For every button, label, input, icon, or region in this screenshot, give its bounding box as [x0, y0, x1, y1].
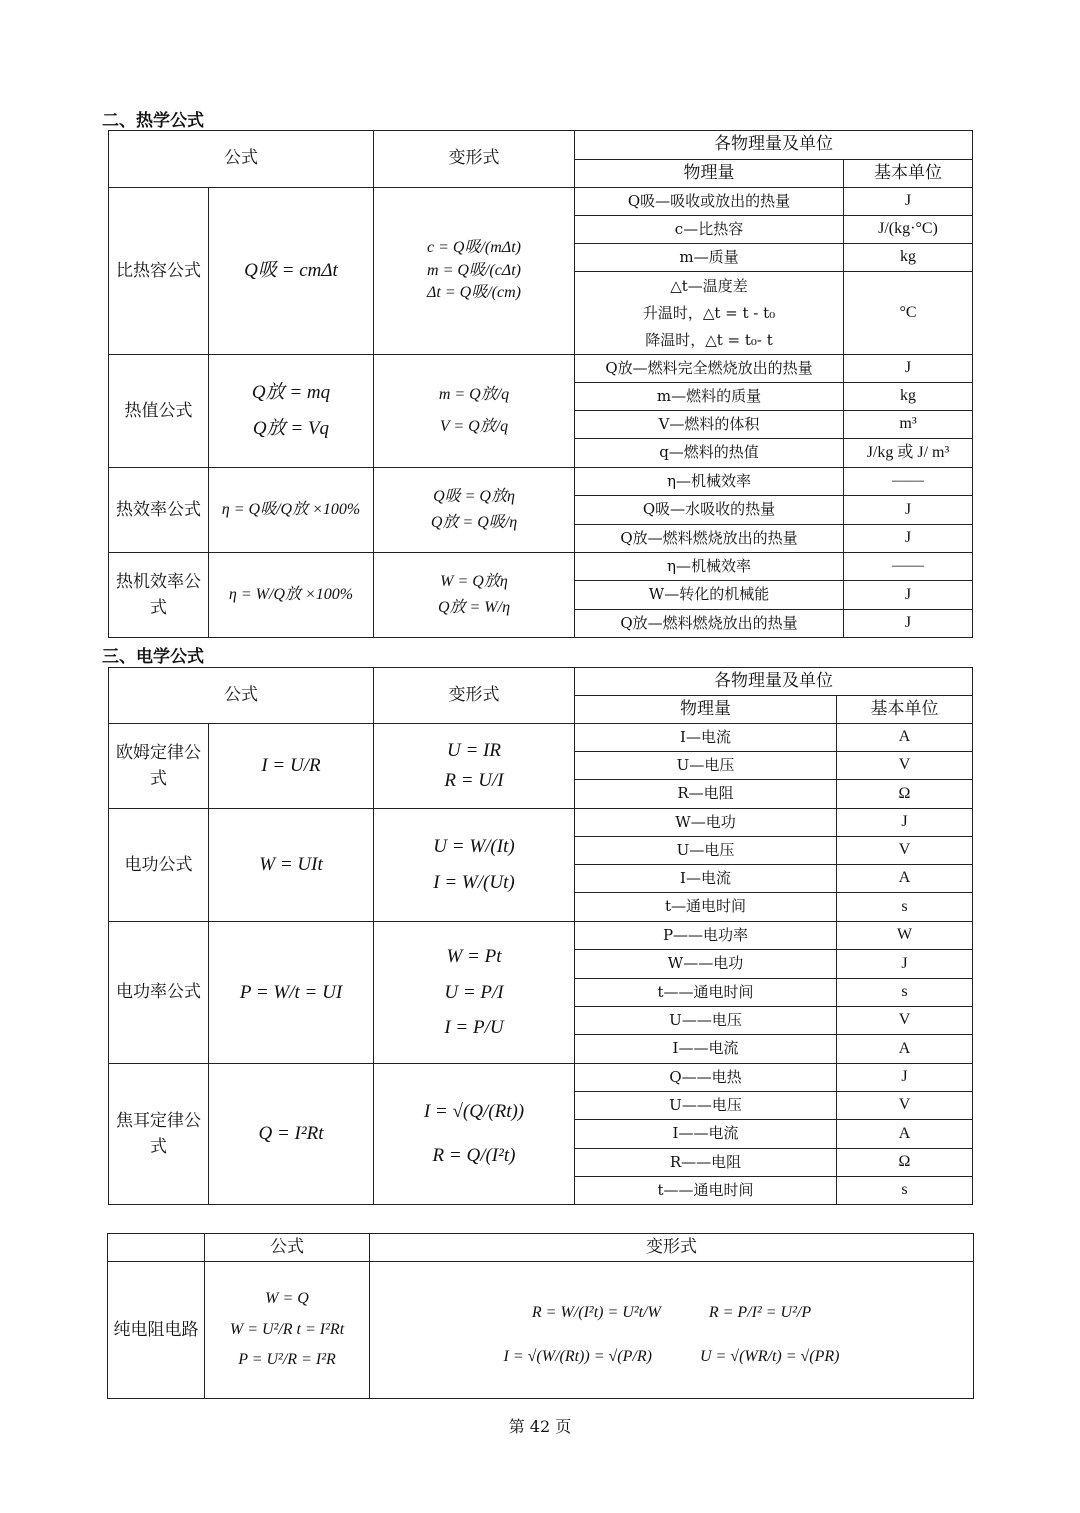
variant: I = √(Q/(Rt)): [423, 1101, 525, 1123]
unit-cell: kg: [844, 244, 973, 272]
quantity-cell: Q放—燃料燃烧放出的热量: [575, 525, 844, 553]
variant: R = P/I² = U²/P: [708, 1303, 812, 1321]
quantity-line: 升温时，△t = t - t₀: [642, 303, 776, 322]
formula: Q = I²Rt: [209, 1064, 374, 1205]
unit-cell: kg: [844, 383, 973, 411]
unit-cell: J: [844, 188, 973, 216]
variant: I = P/U: [444, 1017, 504, 1039]
variant: W = Q放η: [440, 572, 508, 590]
variant: Q放 = Q吸/η: [430, 514, 518, 531]
formula: Q放 = Vq: [252, 418, 330, 439]
section-heading-heat: 二、热学公式: [102, 111, 204, 131]
formula: W = Q: [265, 1290, 309, 1308]
quantity-cell: m—质量: [575, 244, 844, 272]
header-unit: 基本单位: [844, 160, 973, 188]
header-formula: 公式: [109, 668, 374, 724]
group-name: 电功公式: [109, 809, 209, 922]
group-name: 热值公式: [109, 355, 209, 468]
quantity-cell: t——通电时间: [575, 1177, 837, 1205]
formula: W = UIt: [209, 809, 374, 922]
variant-formulas: [374, 724, 575, 809]
quantity-cell: I—电流: [575, 865, 837, 893]
quantity-cell: R——电阻: [575, 1149, 837, 1177]
unit-cell: J: [844, 496, 973, 525]
unit-cell: J: [844, 355, 973, 383]
quantity-cell: η—机械效率: [575, 553, 844, 581]
variant-formulas: [374, 553, 575, 638]
variant: I = W/(Ut): [433, 872, 515, 893]
variant-formulas: [374, 188, 575, 355]
header-quantities: 各物理量及单位: [575, 131, 973, 160]
section-heading-electric: 三、电学公式: [102, 647, 204, 667]
formula-list: [205, 1262, 370, 1399]
unit-cell: A: [837, 865, 973, 893]
unit-cell: J: [844, 581, 973, 610]
quantity-cell: V—燃料的体积: [575, 411, 844, 439]
variant: Δt = Q吸/(cm): [427, 284, 521, 302]
variant: R = W/(I²t) = U²t/W: [531, 1303, 661, 1321]
pure-resistance-table: [107, 1233, 974, 1399]
header-variant: 变形式: [374, 668, 575, 724]
unit-cell: J: [844, 610, 973, 638]
quantity-cell: U—电压: [575, 837, 837, 865]
quantity-cell: I—电流: [575, 724, 837, 752]
unit-cell: m³: [844, 411, 973, 439]
unit-cell: s: [837, 893, 973, 922]
quantity-cell: U——电压: [575, 1007, 837, 1035]
unit-cell: ——: [844, 468, 973, 496]
unit-cell: J/(kg·°C): [844, 216, 973, 244]
quantity-cell: R—电阻: [575, 780, 837, 809]
group-name: 欧姆定律公式: [109, 724, 209, 809]
unit-cell: A: [837, 1035, 973, 1064]
variant: I = √(W/(Rt)) = √(P/R): [503, 1348, 652, 1365]
group-name: 热机效率公式: [109, 553, 209, 638]
quantity-cell: t——通电时间: [575, 979, 837, 1007]
formula: W = U²/R t = I²Rt: [229, 1320, 345, 1338]
header-formula: 公式: [205, 1234, 370, 1262]
quantity-line: 降温时，△t = t₀- t: [645, 330, 773, 349]
formula: P = U²/R = I²R: [238, 1351, 336, 1369]
heat-formula-table: [108, 130, 973, 638]
header-blank: [108, 1234, 205, 1262]
header-variant: 变形式: [374, 131, 575, 188]
header-formula: 公式: [109, 131, 374, 188]
unit-cell: V: [837, 837, 973, 865]
quantity-cell: W——电功: [575, 950, 837, 979]
formula: η = Q吸/Q放 ×100%: [209, 468, 374, 553]
unit-cell: s: [837, 1177, 973, 1205]
unit-cell: W: [837, 922, 973, 950]
header-quantity: 物理量: [575, 160, 844, 188]
variant: R = Q/(I²t): [432, 1145, 516, 1166]
unit-cell: A: [837, 724, 973, 752]
quantity-cell-multi: [575, 272, 844, 355]
variant: R = U/I: [444, 770, 504, 791]
variant-formulas: [370, 1262, 974, 1399]
quantity-cell: P——电功率: [575, 922, 837, 950]
variant: U = P/I: [444, 981, 504, 1003]
unit-cell: J: [844, 525, 973, 553]
header-variant: 变形式: [370, 1234, 974, 1262]
formula-list: [209, 355, 374, 468]
variant: V = Q放/q: [439, 418, 509, 435]
unit-cell: J: [837, 950, 973, 979]
quantity-cell: m—燃料的质量: [575, 383, 844, 411]
header-quantities: 各物理量及单位: [575, 668, 973, 696]
variant: W = Pt: [446, 945, 502, 967]
quantity-cell: Q放—燃料完全燃烧放出的热量: [575, 355, 844, 383]
variant-formulas: [374, 922, 575, 1064]
electric-formula-table: [108, 667, 973, 1205]
quantity-cell: I——电流: [575, 1035, 837, 1064]
quantity-cell: U—电压: [575, 752, 837, 780]
group-name: 电功率公式: [109, 922, 209, 1064]
quantity-cell: q—燃料的热值: [575, 439, 844, 468]
unit-cell: Ω: [837, 780, 973, 809]
unit-cell: ——: [844, 553, 973, 581]
group-name: 热效率公式: [109, 468, 209, 553]
group-name: 纯电阻电路: [108, 1262, 205, 1399]
quantity-cell: Q——电热: [575, 1064, 837, 1092]
unit-cell: A: [837, 1120, 973, 1149]
unit-cell: °C: [844, 272, 973, 355]
unit-cell: s: [837, 979, 973, 1007]
variant: Q放 = W/η: [437, 599, 511, 616]
unit-cell: J/kg 或 J/ m³: [844, 439, 973, 468]
variant: m = Q放/q: [438, 385, 510, 403]
quantity-cell: I——电流: [575, 1120, 837, 1149]
quantity-cell: Q吸—水吸收的热量: [575, 496, 844, 525]
header-quantity: 物理量: [575, 696, 837, 724]
variant-formulas: [374, 1064, 575, 1205]
variant: c = Q吸/(mΔt): [427, 239, 521, 257]
page-number: 第 42 页: [508, 1417, 572, 1436]
quantity-cell: c—比热容: [575, 216, 844, 244]
variant: Q吸 = Q放η: [433, 487, 515, 505]
quantity-cell: U——电压: [575, 1092, 837, 1120]
quantity-cell: Q吸—吸收或放出的热量: [575, 188, 844, 216]
unit-cell: J: [837, 1064, 973, 1092]
variant: U = √(WR/t) = √(PR): [699, 1348, 840, 1365]
variant: U = IR: [447, 740, 501, 762]
formula: η = W/Q放 ×100%: [209, 553, 374, 638]
formula: P = W/t = UI: [209, 922, 374, 1064]
quantity-cell: η—机械效率: [575, 468, 844, 496]
variant-formulas: [374, 355, 575, 468]
variant: m = Q吸/(cΔt): [427, 261, 521, 279]
quantity-cell: Q放—燃料燃烧放出的热量: [575, 610, 844, 638]
quantity-line: △t—温度差: [670, 276, 748, 295]
unit-cell: V: [837, 1092, 973, 1120]
formula: Q放 = mq: [251, 382, 331, 404]
formula: I = U/R: [209, 724, 374, 809]
quantity-cell: t—通电时间: [575, 893, 837, 922]
variant-formulas: [374, 809, 575, 922]
variant: U = W/(It): [433, 836, 515, 858]
variant-formulas: [374, 468, 575, 553]
formula: Q吸 = cmΔt: [209, 188, 374, 355]
unit-cell: V: [837, 1007, 973, 1035]
unit-cell: J: [837, 809, 973, 837]
unit-cell: V: [837, 752, 973, 780]
group-name: 比热容公式: [109, 188, 209, 355]
quantity-cell: W—转化的机械能: [575, 581, 844, 610]
header-unit: 基本单位: [837, 696, 973, 724]
quantity-cell: W—电功: [575, 809, 837, 837]
group-name: 焦耳定律公式: [109, 1064, 209, 1205]
unit-cell: Ω: [837, 1149, 973, 1177]
